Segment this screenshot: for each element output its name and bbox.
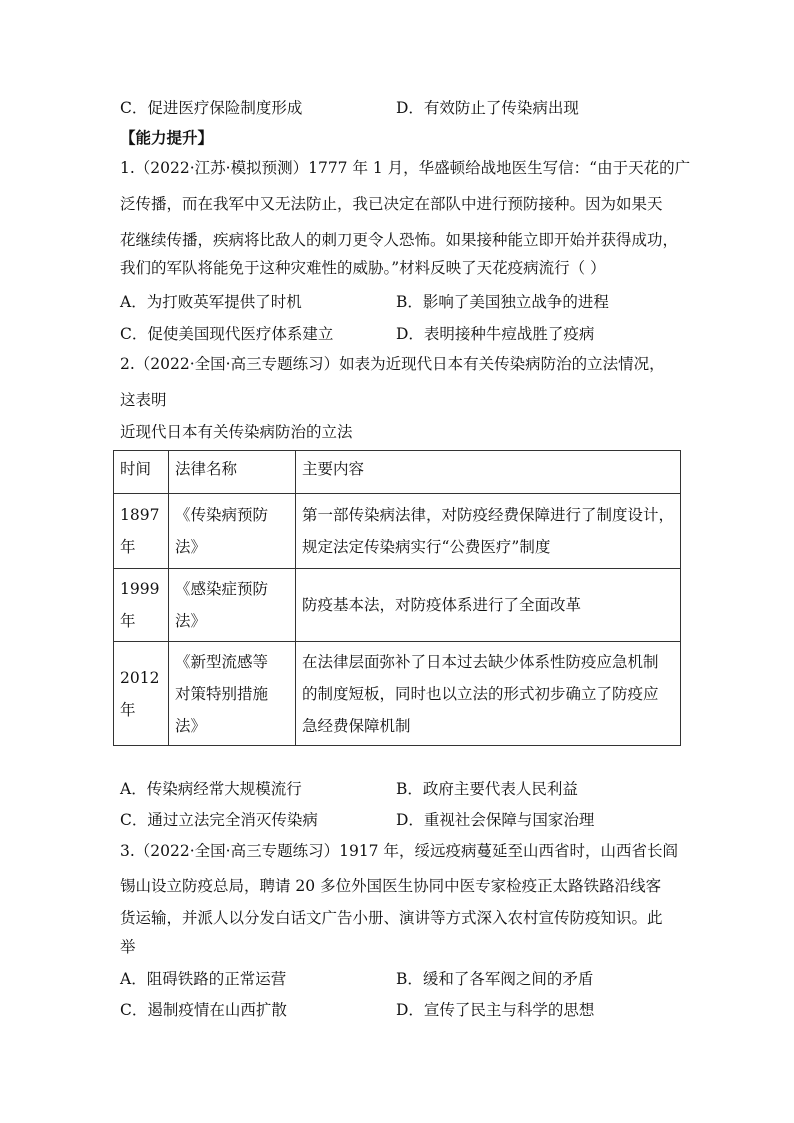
option-c: C．促进医疗保险制度形成 (120, 99, 303, 117)
q3-option-b: B．缓和了各军阀之间的矛盾 (396, 970, 594, 988)
q2-option-b: B．政府主要代表人民利益 (396, 780, 578, 798)
q1-line-3: 花继续传播，疾病将比敌人的刺刀更令人恐怖。如果接种能立即开始并获得成功， (120, 231, 679, 249)
q2-option-a: A．传染病经常大规模流行 (120, 780, 302, 798)
cell-content: 防疫基本法，对防疫体系进行了全面改革 (296, 569, 681, 642)
q3-option-d: D．宣传了民主与科学的思想 (396, 1001, 595, 1019)
q2-line-2: 这表明 (120, 391, 167, 409)
q1-line-1: 1.（2022·江苏·模拟预测）1777 年 1 月，华盛顿给战地医生写信：“由于天花的广 (120, 159, 691, 177)
q3-line-2: 锡山设立防疫总局，聘请 20 多位外国医生协同中医专家检疫正太路铁路沿线客 (120, 877, 662, 895)
cell-content: 在法律层面弥补了日本过去缺少体系性防疫应急机制 的制度短板，同时也以立法的形式初步确立了防疫应 急经费保障机制 (296, 642, 681, 746)
q3-line-1: 3.（2022·全国·高三专题练习）1917 年，绥远疫病蔓延至山西省时，山西省长阎 (120, 842, 678, 860)
header-time: 时间 (114, 451, 169, 494)
q1-options-row-2 (120, 322, 720, 346)
q3-options-row-1 (120, 967, 720, 991)
cell-law: 《感染症预防 法》 (169, 569, 296, 642)
legislation-table (113, 450, 681, 746)
q2-option-c: C．通过立法完全消灭传染病 (120, 811, 318, 829)
prev-question-options (120, 96, 720, 120)
q2-options-row-1 (120, 777, 720, 801)
option-d: D．有效防止了传染病出现 (396, 99, 579, 117)
cell-law: 《新型流感等 对策特别措施 法》 (169, 642, 296, 746)
q2-line-1: 2.（2022·全国·高三专题练习）如表为近现代日本有关传染病防治的立法情况， (120, 355, 665, 373)
q1-option-d: D．表明接种牛痘战胜了疫病 (396, 325, 595, 343)
q1-option-c: C．促使美国现代医疗体系建立 (120, 325, 334, 343)
q1-option-a: A．为打败英军提供了时机 (120, 293, 302, 311)
q3-option-c: C．遏制疫情在山西扩散 (120, 1001, 287, 1019)
q2-options-row-2 (120, 808, 720, 832)
q1-line-2: 泛传播，而在我军中又无法防止，我已决定在部队中进行预防接种。因为如果天 (120, 195, 663, 213)
q2-option-d: D．重视社会保障与国家治理 (396, 811, 595, 829)
cell-time: 1999 年 (114, 569, 169, 642)
table-row (114, 494, 681, 569)
q1-line-4: 我们的军队将能免于这种灾难性的威胁。”材料反映了天花疫病流行（ ） (120, 259, 606, 277)
header-content: 主要内容 (296, 451, 681, 494)
section-title: 【能力提升】 (120, 128, 214, 147)
q3-line-4: 举 (120, 938, 136, 956)
header-law: 法律名称 (169, 451, 296, 494)
q1-option-b: B．影响了美国独立战争的进程 (396, 293, 609, 311)
table-title: 近现代日本有关传染病防治的立法 (120, 423, 353, 441)
table-row (114, 569, 681, 642)
cell-content: 第一部传染病法律，对防疫经费保障进行了制度设计， 规定法定传染病实行“公费医疗”制度 (296, 494, 681, 569)
cell-law: 《传染病预防 法》 (169, 494, 296, 569)
q3-line-3: 货运输，并派人以分发白话文广告小册、演讲等方式深入农村宣传防疫知识。此 (120, 909, 663, 927)
table-row (114, 642, 681, 746)
q1-options-row-1 (120, 290, 720, 314)
table-header-row (114, 451, 681, 494)
cell-time: 2012 年 (114, 642, 169, 746)
q3-options-row-2 (120, 998, 720, 1022)
q3-option-a: A．阻碍铁路的正常运营 (120, 970, 287, 988)
cell-time: 1897 年 (114, 494, 169, 569)
